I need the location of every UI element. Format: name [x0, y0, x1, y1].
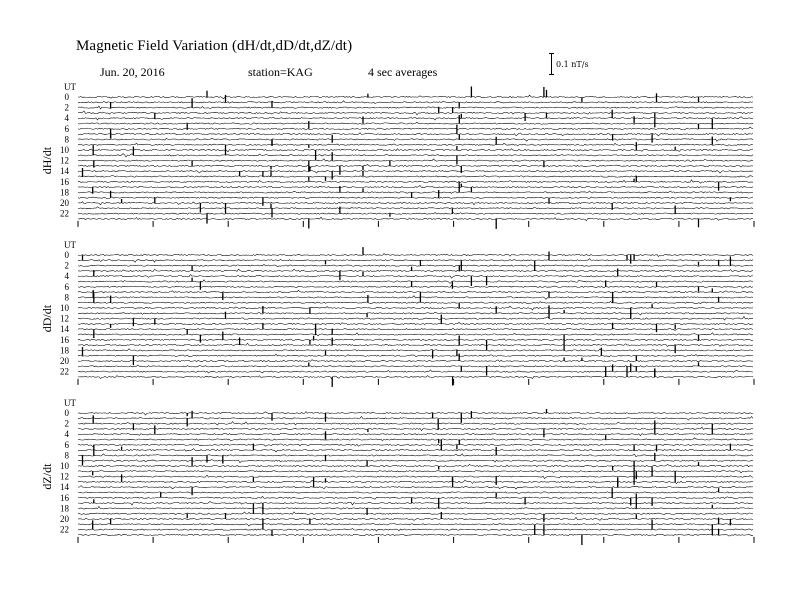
- trace-dd-14: [78, 328, 753, 330]
- trace-dd-9: [78, 301, 753, 304]
- hour-label-dh: 22: [60, 208, 69, 219]
- hour-label-dz: 6: [64, 439, 69, 450]
- trace-dz-3: [78, 427, 753, 430]
- chart-title: Magnetic Field Variation (dH/dt,dD/dt,dZ/dt): [76, 38, 353, 54]
- trace-dz-23: [78, 534, 753, 536]
- trace-dz-13: [78, 480, 753, 484]
- trace-dz-14: [78, 486, 753, 489]
- trace-dz-9: [78, 459, 753, 462]
- hour-label-dh: 8: [64, 134, 69, 145]
- trace-dz-5: [78, 438, 753, 441]
- panel-label-dz: dZ/dt: [40, 463, 54, 490]
- hour-label-dh: 16: [60, 176, 69, 187]
- hour-label-dd: 0: [64, 250, 69, 260]
- hour-label-dz: 8: [64, 450, 69, 461]
- panel-dz: [40, 398, 754, 545]
- hour-label-dz: 18: [60, 503, 69, 514]
- hour-label-dz: 4: [64, 429, 69, 440]
- hour-label-dd: 8: [64, 292, 69, 303]
- hour-label-dd: 16: [60, 334, 69, 345]
- trace-dh-19: [78, 197, 753, 199]
- hour-label-dd: 22: [60, 366, 69, 377]
- trace-dd-16: [78, 339, 753, 341]
- hour-label-dz: 22: [60, 524, 69, 535]
- trace-dh-16: [78, 180, 753, 183]
- trace-dh-11: [78, 154, 753, 157]
- trace-dz-18: [78, 506, 753, 509]
- trace-dz-2: [78, 422, 753, 425]
- hour-label-dh: 20: [60, 198, 69, 208]
- ut-label-dd: UT: [64, 240, 76, 250]
- panel-dd: [40, 240, 754, 387]
- trace-dd-19: [78, 354, 753, 357]
- trace-dd-7: [78, 290, 753, 293]
- trace-dh-12: [78, 159, 753, 162]
- trace-dd-20: [78, 360, 753, 363]
- hour-label-dh: 18: [60, 187, 69, 198]
- trace-dd-4: [78, 275, 753, 279]
- trace-dd-21: [78, 365, 753, 367]
- trace-dz-7: [78, 449, 753, 452]
- hour-label-dd: 6: [64, 281, 69, 292]
- trace-dd-12: [78, 317, 753, 321]
- trace-dd-2: [78, 264, 753, 267]
- trace-dh-4: [78, 117, 753, 120]
- hour-label-dh: 12: [60, 155, 69, 166]
- trace-dd-22: [78, 370, 753, 373]
- trace-dz-15: [78, 491, 753, 493]
- hour-label-dd: 2: [64, 260, 69, 271]
- hour-label-dd: 4: [64, 271, 69, 282]
- scale-bar-label: 0.1 nT/s: [556, 60, 589, 69]
- trace-dd-11: [78, 312, 753, 315]
- trace-dh-0: [78, 95, 753, 99]
- trace-dh-2: [78, 106, 753, 109]
- hour-label-dh: 4: [64, 113, 69, 124]
- trace-dz-4: [78, 434, 753, 436]
- trace-dh-21: [78, 207, 753, 209]
- panel-label-dd: dD/dt: [40, 304, 54, 333]
- ut-label-dh: UT: [64, 82, 76, 92]
- station-label: station=KAG: [248, 65, 313, 79]
- hour-label-dz: 0: [64, 408, 69, 418]
- hour-label-dh: 2: [64, 102, 69, 113]
- trace-dh-15: [78, 175, 753, 177]
- hour-label-dz: 12: [60, 471, 69, 482]
- hour-label-dd: 18: [60, 345, 69, 356]
- hour-label-dd: 12: [60, 313, 69, 324]
- trace-dh-5: [78, 122, 753, 124]
- trace-dd-5: [78, 280, 753, 284]
- hour-label-dz: 14: [60, 482, 69, 493]
- ut-label-dz: UT: [64, 398, 76, 408]
- date-label: Jun. 20, 2016: [100, 65, 165, 79]
- panel-dh: [40, 82, 754, 229]
- trace-dh-23: [78, 217, 753, 220]
- trace-dh-13: [78, 164, 753, 167]
- trace-dd-23: [78, 376, 753, 379]
- trace-dd-1: [78, 259, 753, 263]
- trace-dh-18: [78, 191, 753, 193]
- hour-label-dh: 6: [64, 123, 69, 134]
- trace-dh-20: [78, 202, 753, 205]
- hour-label-dz: 10: [60, 461, 69, 471]
- trace-dz-6: [78, 444, 753, 447]
- trace-dd-17: [78, 343, 753, 346]
- trace-dh-6: [78, 127, 753, 130]
- trace-dh-10: [78, 149, 753, 152]
- trace-dd-18: [78, 349, 753, 351]
- trace-dh-22: [78, 212, 753, 214]
- trace-dd-15: [78, 333, 753, 336]
- trace-dh-17: [78, 185, 753, 187]
- hour-label-dz: 16: [60, 492, 69, 503]
- trace-dd-6: [78, 285, 753, 288]
- panel-label-dh: dH/dt: [40, 146, 54, 175]
- trace-dd-8: [78, 296, 753, 300]
- hour-label-dd: 20: [60, 356, 69, 366]
- trace-dz-1: [78, 416, 753, 420]
- hour-label-dz: 20: [60, 514, 69, 524]
- trace-dd-3: [78, 269, 753, 272]
- averaging-label: 4 sec averages: [368, 65, 438, 79]
- hour-label-dh: 10: [60, 145, 69, 155]
- hour-label-dh: 14: [60, 166, 69, 177]
- hour-label-dz: 2: [64, 418, 69, 429]
- trace-dz-10: [78, 464, 753, 467]
- trace-dh-1: [78, 101, 753, 104]
- trace-dh-3: [78, 111, 753, 115]
- trace-dd-0: [78, 254, 753, 257]
- trace-dz-0: [78, 412, 753, 415]
- hour-label-dh: 0: [64, 92, 69, 102]
- trace-dd-13: [78, 322, 753, 324]
- trace-dz-8: [78, 454, 753, 457]
- trace-dh-14: [78, 170, 753, 173]
- trace-dh-9: [78, 143, 753, 146]
- hour-label-dd: 10: [60, 303, 69, 313]
- trace-dz-19: [78, 512, 753, 515]
- hour-label-dd: 14: [60, 324, 69, 335]
